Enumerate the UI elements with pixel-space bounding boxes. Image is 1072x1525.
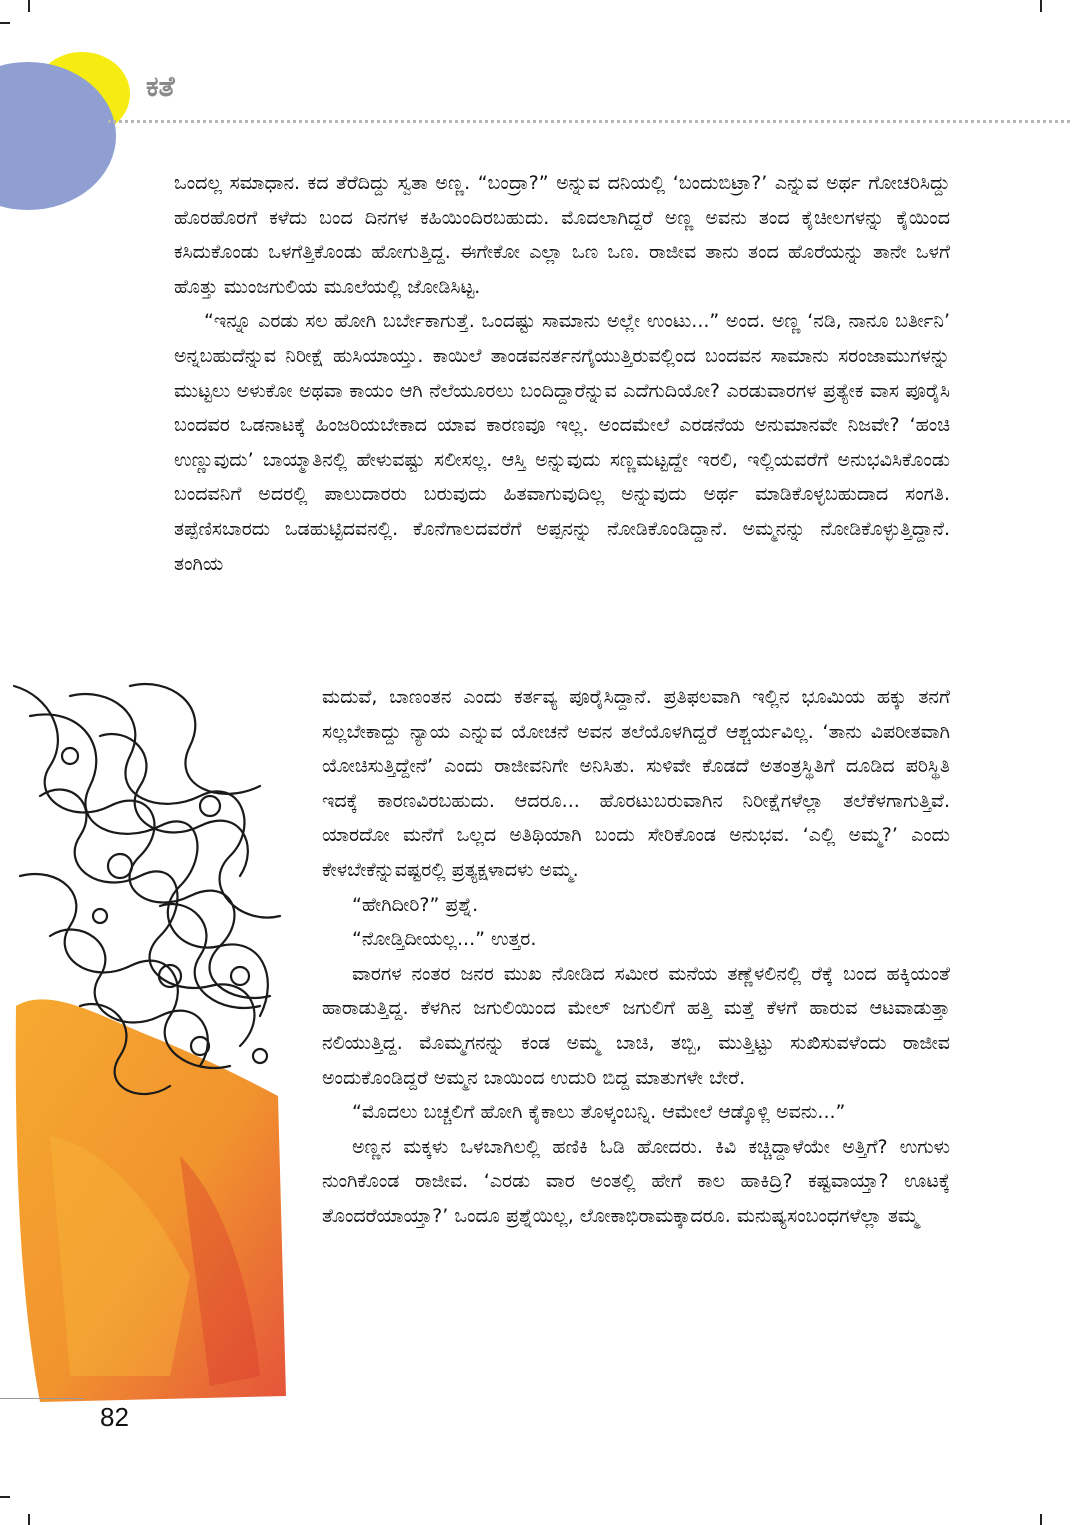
crop-mark (0, 1496, 10, 1498)
footer-rule (0, 1398, 84, 1399)
story-text-wrapped (322, 680, 950, 1234)
crop-mark (28, 1514, 30, 1525)
header-dotted-rule (108, 120, 1070, 123)
story-paragraph: ಅಣ್ಣನ ಮಕ್ಕಳು ಒಳಬಾಗಿಲಲ್ಲಿ ಹಣಿಕಿ ಓಡಿ ಹೋದರು. ಕಿವಿ ಕಚ್ಚಿದ್ದಾಳೆಯೇ ಅತ್ತಿಗೆ? ಉಗುಳು ನುಂಗಿಕೊಂಡ ರಾಜೀವ. ‘ಎರಡು ವಾರ ಅಂತಲ್ಲಿ ಹೇಗೆ ಕಾಲ ಹಾಕಿದ್ರಿ? ಕಷ್ಟವಾಯ್ತಾ? ಊಟಕ್ಕೆ ತೊಂದರೆಯಾಯ್ತಾ?’ ಒಂದೂ ಪ್ರಶ್ನೆಯಿಲ್ಲ, ಲೋಕಾಭಿರಾಮಕ್ಕಾದರೂ. ಮನುಷ್ಯಸಂಬಂಧಗಳೆಲ್ಲಾ ತಮ್ಮ (322, 1135, 950, 1227)
dialogue-line: “ಮೊದಲು ಬಚ್ಚಲಿಗೆ ಹೋಗಿ ಕೈಕಾಲು ತೊಳ್ಕಂಬನ್ನಿ. ಆಮೇಲೆ ಆಡ್ಕೊಳ್ಲಿ ಅವನು...” (352, 1101, 846, 1124)
crop-mark (1040, 1514, 1042, 1525)
dialogue-line: “ನೋಡ್ತಿದೀಯಲ್ಲ...” ಉತ್ತರ. (352, 928, 537, 951)
dialogue-line: “ಹೇಗಿದೀರಿ?” ಪ್ರಶ್ನೆ. (352, 893, 479, 916)
page-number: 82 (100, 1402, 129, 1432)
paint-swirl-illustration (10, 676, 292, 1406)
crop-mark (0, 22, 10, 24)
story-paragraph: ಮದುವೆ, ಬಾಣಂತನ ಎಂದು ಕರ್ತವ್ಯ ಪೂರೈಸಿದ್ದಾನೆ. ಪ್ರತಿಫಲವಾಗಿ ಇಲ್ಲಿನ ಭೂಮಿಯ ಹಕ್ಕು ತನಗೆ ಸಲ್ಲಬೇಕಾದ್ದು ನ್ಯಾಯ ಎನ್ನುವ ಯೋಚನೆ ಅವನ ತಲೆಯೊಳಗಿದ್ದರೆ ಆಶ್ಚರ್ಯವಿಲ್ಲ. ‘ತಾನು ವಿಪರೀತವಾಗಿ ಯೋಚಿಸುತ್ತಿದ್ದೇನೆ’ ಎಂದು ರಾಜೀವನಿಗೇ ಅನಿಸಿತು. ಸುಳಿವೇ ಕೊಡದೆ ಅತಂತ್ರಸ್ಥಿತಿಗೆ ದೂಡಿದ ಪರಿಸ್ಥಿತಿ ಇದಕ್ಕೆ ಕಾರಣವಿರಬಹುದು. ಆದರೂ... ಹೊರಟುಬರುವಾಗಿನ ನಿರೀಕ್ಷೆಗಳೆಲ್ಲಾ ತಲೆಕೆಳಗಾಗುತ್ತಿವೆ. ಯಾರದೋ ಮನೆಗೆ ಒಲ್ಲದ ಅತಿಥಿಯಾಗಿ ಬಂದು ಸೇರಿಕೊಂಡ ಅನುಭವ. ‘ಎಲ್ಲಿ ಅಮ್ಮ?’ ಎಂದು ಕೇಳಬೇಕೆನ್ನುವಷ್ಟರಲ್ಲಿ ಪ್ರತ್ಯಕ್ಷಳಾದಳು ಅಮ್ಮ. (322, 686, 950, 881)
section-title: ಕತೆ (146, 70, 175, 103)
crop-mark (28, 0, 30, 12)
story-paragraph: ವಾರಗಳ ನಂತರ ಜನರ ಮುಖ ನೋಡಿದ ಸಮೀರ ಮನೆಯ ತಣ್ಣೆಳಲಿನಲ್ಲಿ ರೆಕ್ಕೆ ಬಂದ ಹಕ್ಕಿಯಂತೆ ಹಾರಾಡುತ್ತಿದ್ದ. ಕೆಳಗಿನ ಜಗುಲಿಯಿಂದ ಮೇಲ್ ಜಗುಲಿಗೆ ಹತ್ತಿ ಮತ್ತೆ ಕೆಳಗೆ ಹಾರುವ ಆಟವಾಡುತ್ತಾ ನಲಿಯುತ್ತಿದ್ದ. ಮೊಮ್ಮಗನನ್ನು ಕಂಡ ಅಮ್ಮ ಬಾಚಿ, ತಬ್ಬಿ, ಮುತ್ತಿಟ್ಟು ಸುಖಿಸುವಳೆಂದು ರಾಜೀವ ಅಂದುಕೊಂಡಿದ್ದರೆ ಅಮ್ಮನ ಬಾಯಿಂದ ಉದುರಿ ಬಿದ್ದ ಮಾತುಗಳೇ ಬೇರೆ. (322, 962, 950, 1089)
story-text-top (174, 166, 950, 581)
story-paragraph: ಒಂದಲ್ಲ ಸಮಾಧಾನ. ಕದ ತೆರೆದಿದ್ದು ಸ್ವತಾ ಅಣ್ಣ. “ಬಂದ್ರಾ?” ಅನ್ನುವ ದನಿಯಲ್ಲಿ ‘ಬಂದುಬಿಟ್ರಾ?’ ಎನ್ನುವ ಅರ್ಥ ಗೋಚರಿಸಿದ್ದು ಹೊರಹೊರಗೆ ಕಳೆದು ಬಂದ ದಿನಗಳ ಕಹಿಯಿಂದಿರಬಹುದು. ಮೊದಲಾಗಿದ್ದರೆ ಅಣ್ಣ ಅವನು ತಂದ ಕೈಚೀಲಗಳನ್ನು ಕೈಯಿಂದ ಕಸಿದುಕೊಂಡು ಒಳಗೆತ್ತಿಕೊಂಡು ಹೋಗುತ್ತಿದ್ದ. ಈಗೇಕೋ ಎಲ್ಲಾ ಒಣ ಒಣ. ರಾಜೀವ ತಾನು ತಂದ ಹೊರೆಯನ್ನು ತಾನೇ ಒಳಗೆ ಹೊತ್ತು ಮುಂಜಗುಲಿಯ ಮೂಲೆಯಲ್ಲಿ ಜೋಡಿಸಿಟ್ಟ. (174, 172, 950, 298)
crop-mark (1040, 0, 1042, 12)
story-paragraph: “ಇನ್ನೂ ಎರಡು ಸಲ ಹೋಗಿ ಬರ್ಬೇಕಾಗುತ್ತೆ. ಒಂದಷ್ಟು ಸಾಮಾನು ಅಲ್ಲೇ ಉಂಟು...” ಅಂದ. ಅಣ್ಣ ‘ನಡಿ, ನಾನೂ ಬರ್ತೀನಿ’ ಅನ್ನಬಹುದೆನ್ನುವ ನಿರೀಕ್ಷೆ ಹುಸಿಯಾಯ್ತು. ಕಾಯಿಲೆ ತಾಂಡವನರ್ತನಗೈಯುತ್ತಿರುವಲ್ಲಿಂದ ಬಂದವನ ಸಾಮಾನು ಸರಂಜಾಮುಗಳನ್ನು ಮುಟ್ಟಲು ಅಳುಕೋ ಅಥವಾ ಕಾಯಂ ಆಗಿ ನೆಲೆಯೂರಲು ಬಂದಿದ್ದಾರೆನ್ನುವ ಎದೆಗುದಿಯೋ? ಎರಡುವಾರಗಳ ಪ್ರತ್ಯೇಕ ವಾಸ ಪೂರೈಸಿ ಬಂದವರ ಒಡನಾಟಕ್ಕೆ ಹಿಂಜರಿಯಬೇಕಾದ ಯಾವ ಕಾರಣವೂ ಇಲ್ಲ. ಅಂದಮೇಲೆ ಎರಡನೆಯ ಅನುಮಾನವೇ ನಿಜವೇ? ‘ಹಂಚಿ ಉಣ್ಣುವುದು’ ಬಾಯ್ಮಾತಿನಲ್ಲಿ ಹೇಳುವಷ್ಟು ಸಲೀಸಲ್ಲ. ಆಸ್ತಿ ಅನ್ನುವುದು ಸಣ್ಣಮಟ್ಟದ್ದೇ ಇರಲಿ, ಇಲ್ಲಿಯವರೆಗೆ ಅನುಭವಿಸಿಕೊಂಡು ಬಂದವನಿಗೆ ಅದರಲ್ಲಿ ಪಾಲುದಾರರು ಬರುವುದು ಹಿತವಾಗುವುದಿಲ್ಲ ಅನ್ನುವುದು ಅರ್ಥ ಮಾಡಿಕೊಳ್ಳಬಹುದಾದ ಸಂಗತಿ. ತಪ್ಪೆಣಿಸಬಾರದು ಒಡಹುಟ್ಟಿದವನಲ್ಲಿ. ಕೊನೆಗಾಲದವರೆಗೆ ಅಪ್ಪನನ್ನು ನೋಡಿಕೊಂಡಿದ್ದಾನೆ. ಅಮ್ಮನನ್ನು ನೋಡಿಕೊಳ್ಳುತ್ತಿದ್ದಾನೆ. ತಂಗಿಯ (174, 310, 950, 575)
